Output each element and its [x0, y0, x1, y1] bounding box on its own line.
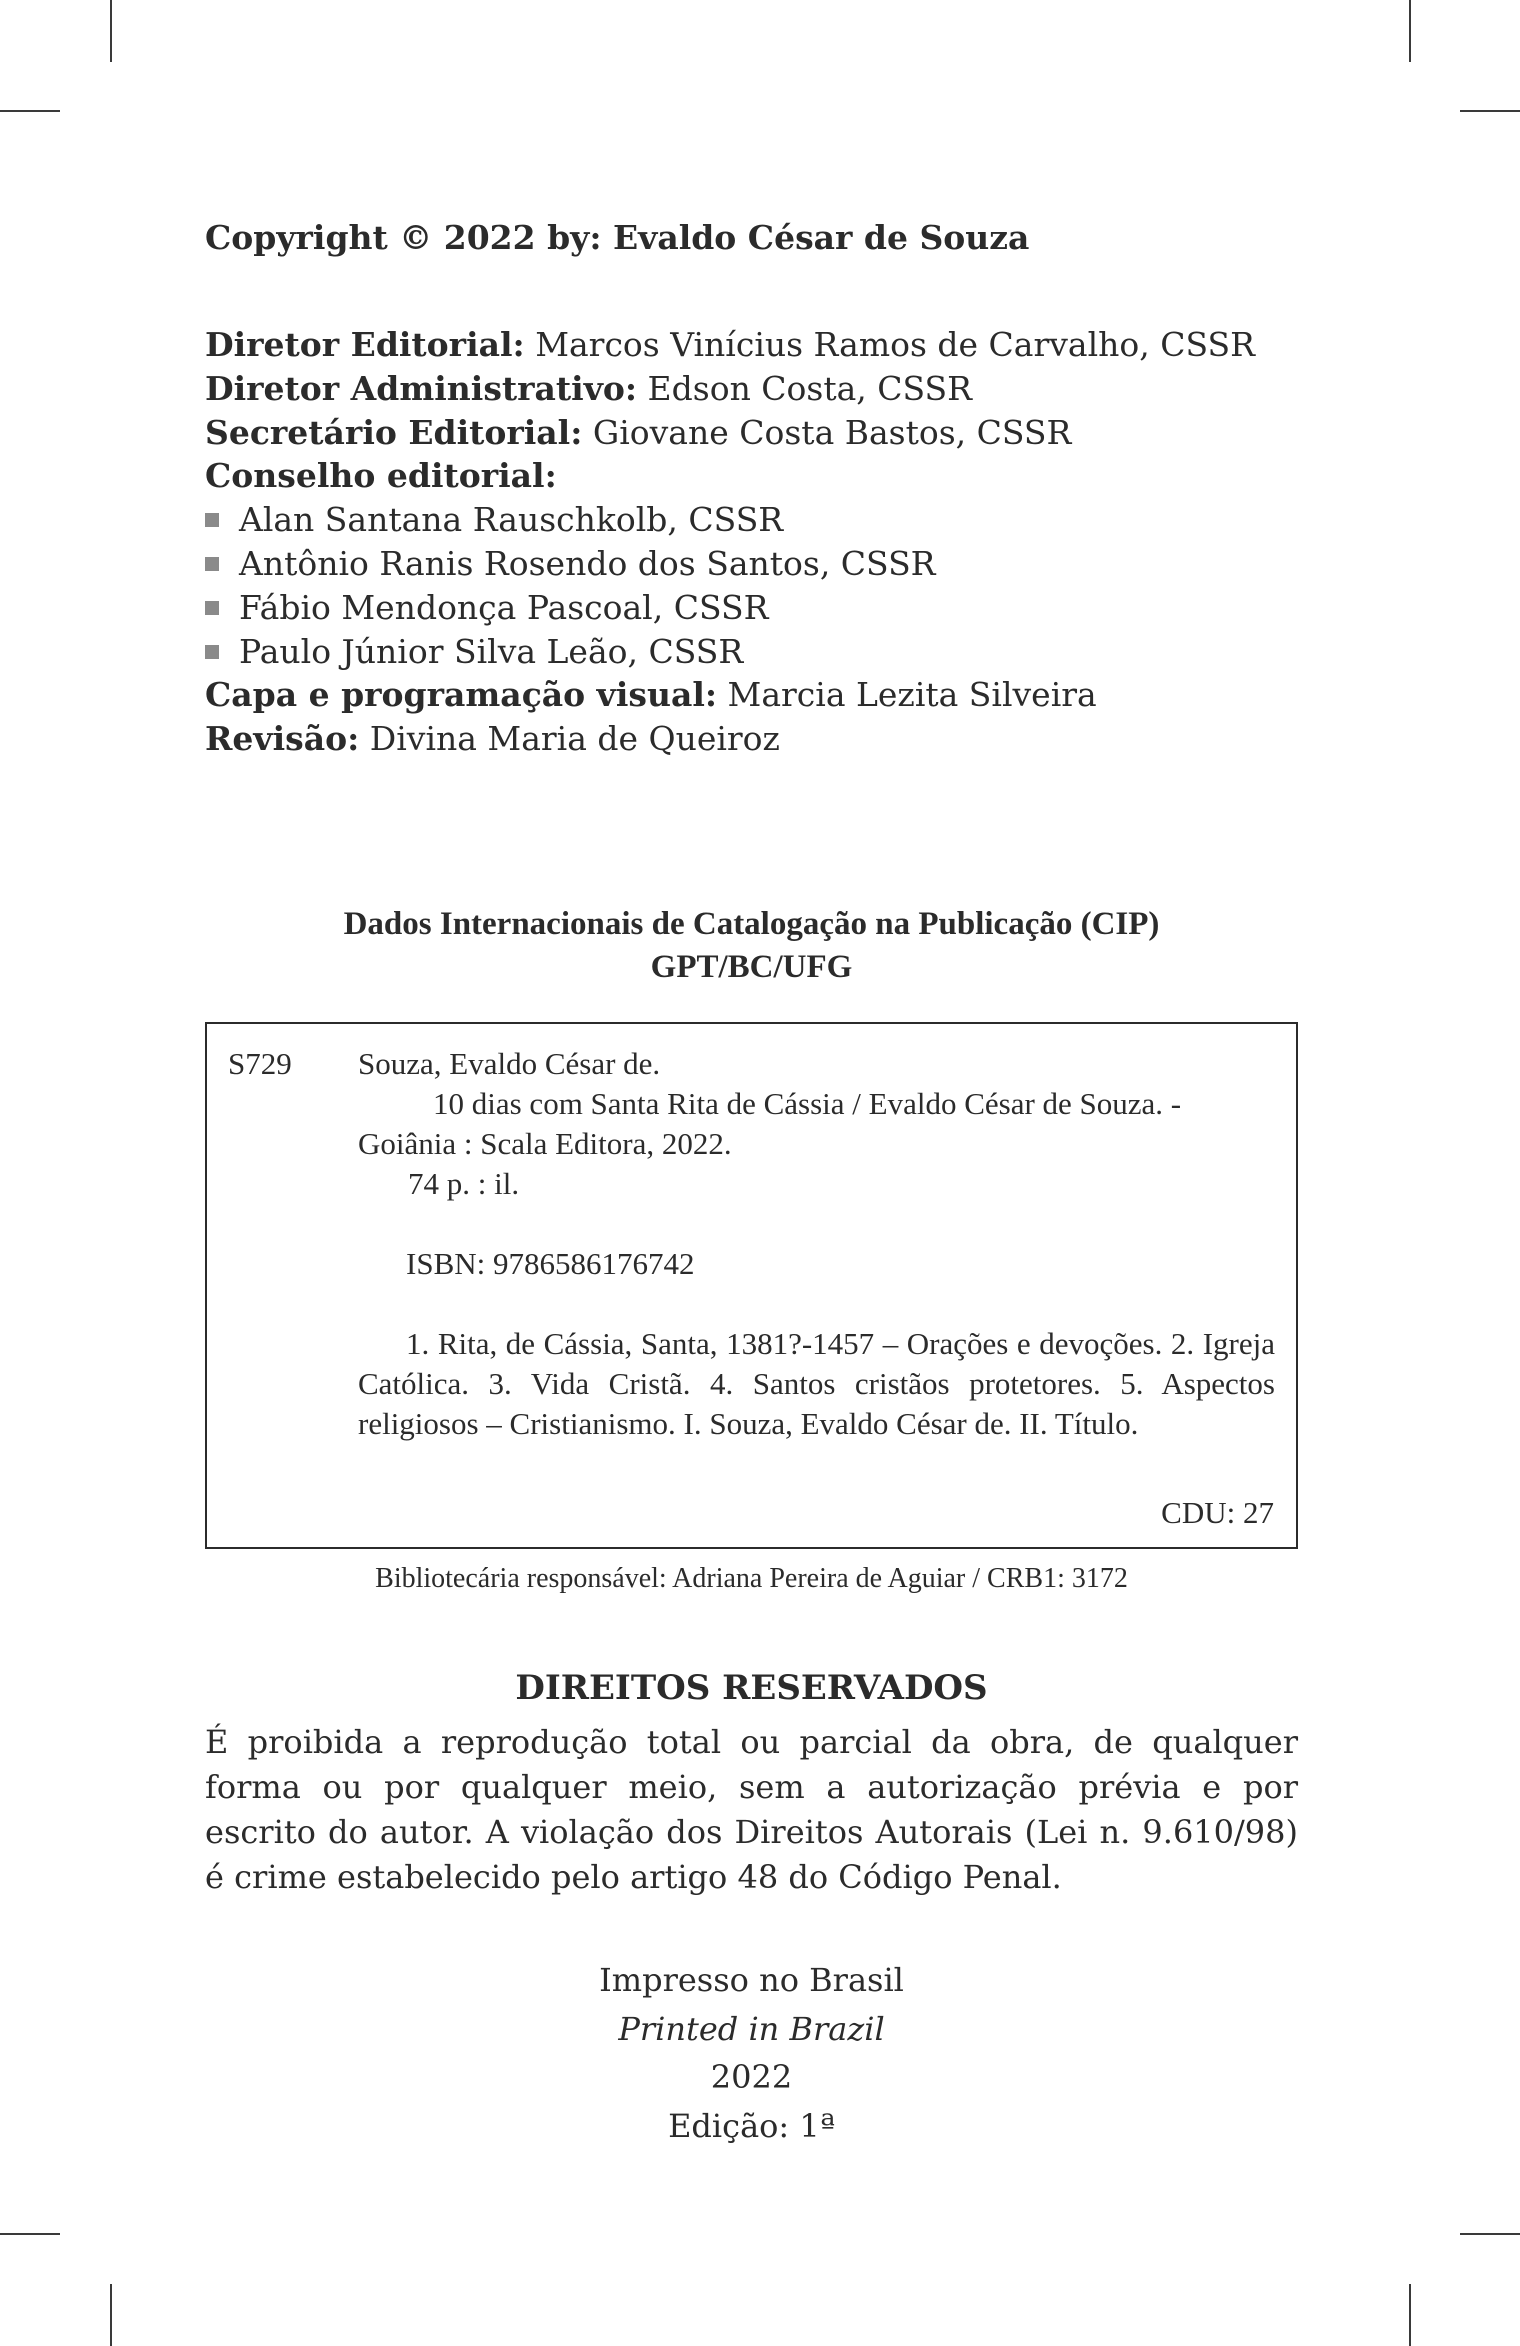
- rights-paragraph: É proibida a reprodução total ou parcial da obra, de qualquer forma ou por qualquer meio, sem a autorização prévia e por escrito do autor. A violação dos Direitos Autorais (Lei n. 9.610/98) é crime estabelecido pelo artigo 48 do Código Penal.: [205, 1723, 1298, 1896]
- librarian-credit: Bibliotecária responsável: Adriana Pereira de Aguiar / CRB1: 3172: [375, 1563, 1128, 1594]
- printed-in-en: Printed in Brazil: [618, 2009, 885, 2048]
- board-heading: Conselho editorial:: [205, 456, 557, 496]
- cip-isbn: ISBN: 9786586176742: [406, 1246, 695, 1281]
- edition: Edição: 1ª: [668, 2106, 835, 2145]
- cover-design: Capa e programação visual: Marcia Lezita Silveira: [205, 675, 1097, 715]
- square-bullet-icon: [205, 601, 219, 615]
- board-member: Antônio Ranis Rosendo dos Santos, CSSR: [205, 542, 1255, 586]
- cip-pages: 74 p. : il.: [408, 1166, 520, 1201]
- crop-mark-right-bottom: [1460, 2233, 1520, 2235]
- rights-heading: DIREITOS RESERVADOS: [515, 1668, 988, 1708]
- square-bullet-icon: [205, 557, 219, 571]
- board-member: Alan Santana Rauschkolb, CSSR: [205, 498, 1255, 542]
- board-member: Fábio Mendonça Pascoal, CSSR: [205, 586, 1255, 630]
- crop-mark-bottom-left: [110, 2284, 112, 2346]
- cip-subtitle: GPT/BC/UFG: [650, 949, 853, 985]
- cip-title-line: 10 dias com Santa Rita de Cássia / Evaldo César de Souza. -: [433, 1086, 1182, 1121]
- crop-mark-bottom-right: [1409, 2284, 1411, 2346]
- crop-mark-left-bottom: [0, 2233, 60, 2235]
- cip-author: Souza, Evaldo César de.: [358, 1046, 661, 1081]
- editorial-secretary: Secretário Editorial: Giovane Costa Bastos, CSSR: [205, 412, 1072, 452]
- crop-mark-top-left: [110, 0, 112, 62]
- cip-title: Dados Internacionais de Catalogação na Publicação (CIP): [343, 906, 1160, 942]
- copyright-line: Copyright © 2022 by: Evaldo César de Souza: [205, 218, 1030, 257]
- square-bullet-icon: [205, 645, 219, 659]
- cip-subjects: 1. Rita, de Cássia, Santa, 1381?-1457 – Orações e devoções. 2. Igreja Católica. 3. Vida Cristã. 4. Santos cristãos protetores. 5. Aspectos religiosos – Cristianismo. I. Souza, Evaldo César de. II. Título.: [358, 1326, 1275, 1441]
- crop-mark-top-right: [1409, 0, 1411, 62]
- cip-record-box: [205, 1022, 1298, 1549]
- crop-mark-right-top: [1460, 110, 1520, 112]
- cip-record-text: [358, 1044, 1275, 1444]
- board-member: Paulo Júnior Silva Leão, CSSR: [205, 630, 1255, 674]
- square-bullet-icon: [205, 513, 219, 527]
- imprint-block: [205, 1956, 1298, 2150]
- cip-cdu: CDU: 27: [1161, 1495, 1274, 1530]
- crop-mark-left-top: [0, 110, 60, 112]
- director-editorial: Diretor Editorial: Marcos Vinícius Ramos de Carvalho, CSSR: [205, 325, 1255, 364]
- revision: Revisão: Divina Maria de Queiroz: [205, 719, 780, 759]
- cip-publisher: Goiânia : Scala Editora, 2022.: [358, 1126, 732, 1161]
- cip-heading: [205, 903, 1298, 989]
- director-admin: Diretor Administrativo: Edson Costa, CSSR: [205, 368, 973, 408]
- printed-in-pt: Impresso no Brasil: [599, 1961, 904, 1999]
- imprint-year: 2022: [710, 2058, 793, 2096]
- cutter-code: S729: [228, 1046, 292, 1081]
- editorial-staff: [205, 323, 1255, 761]
